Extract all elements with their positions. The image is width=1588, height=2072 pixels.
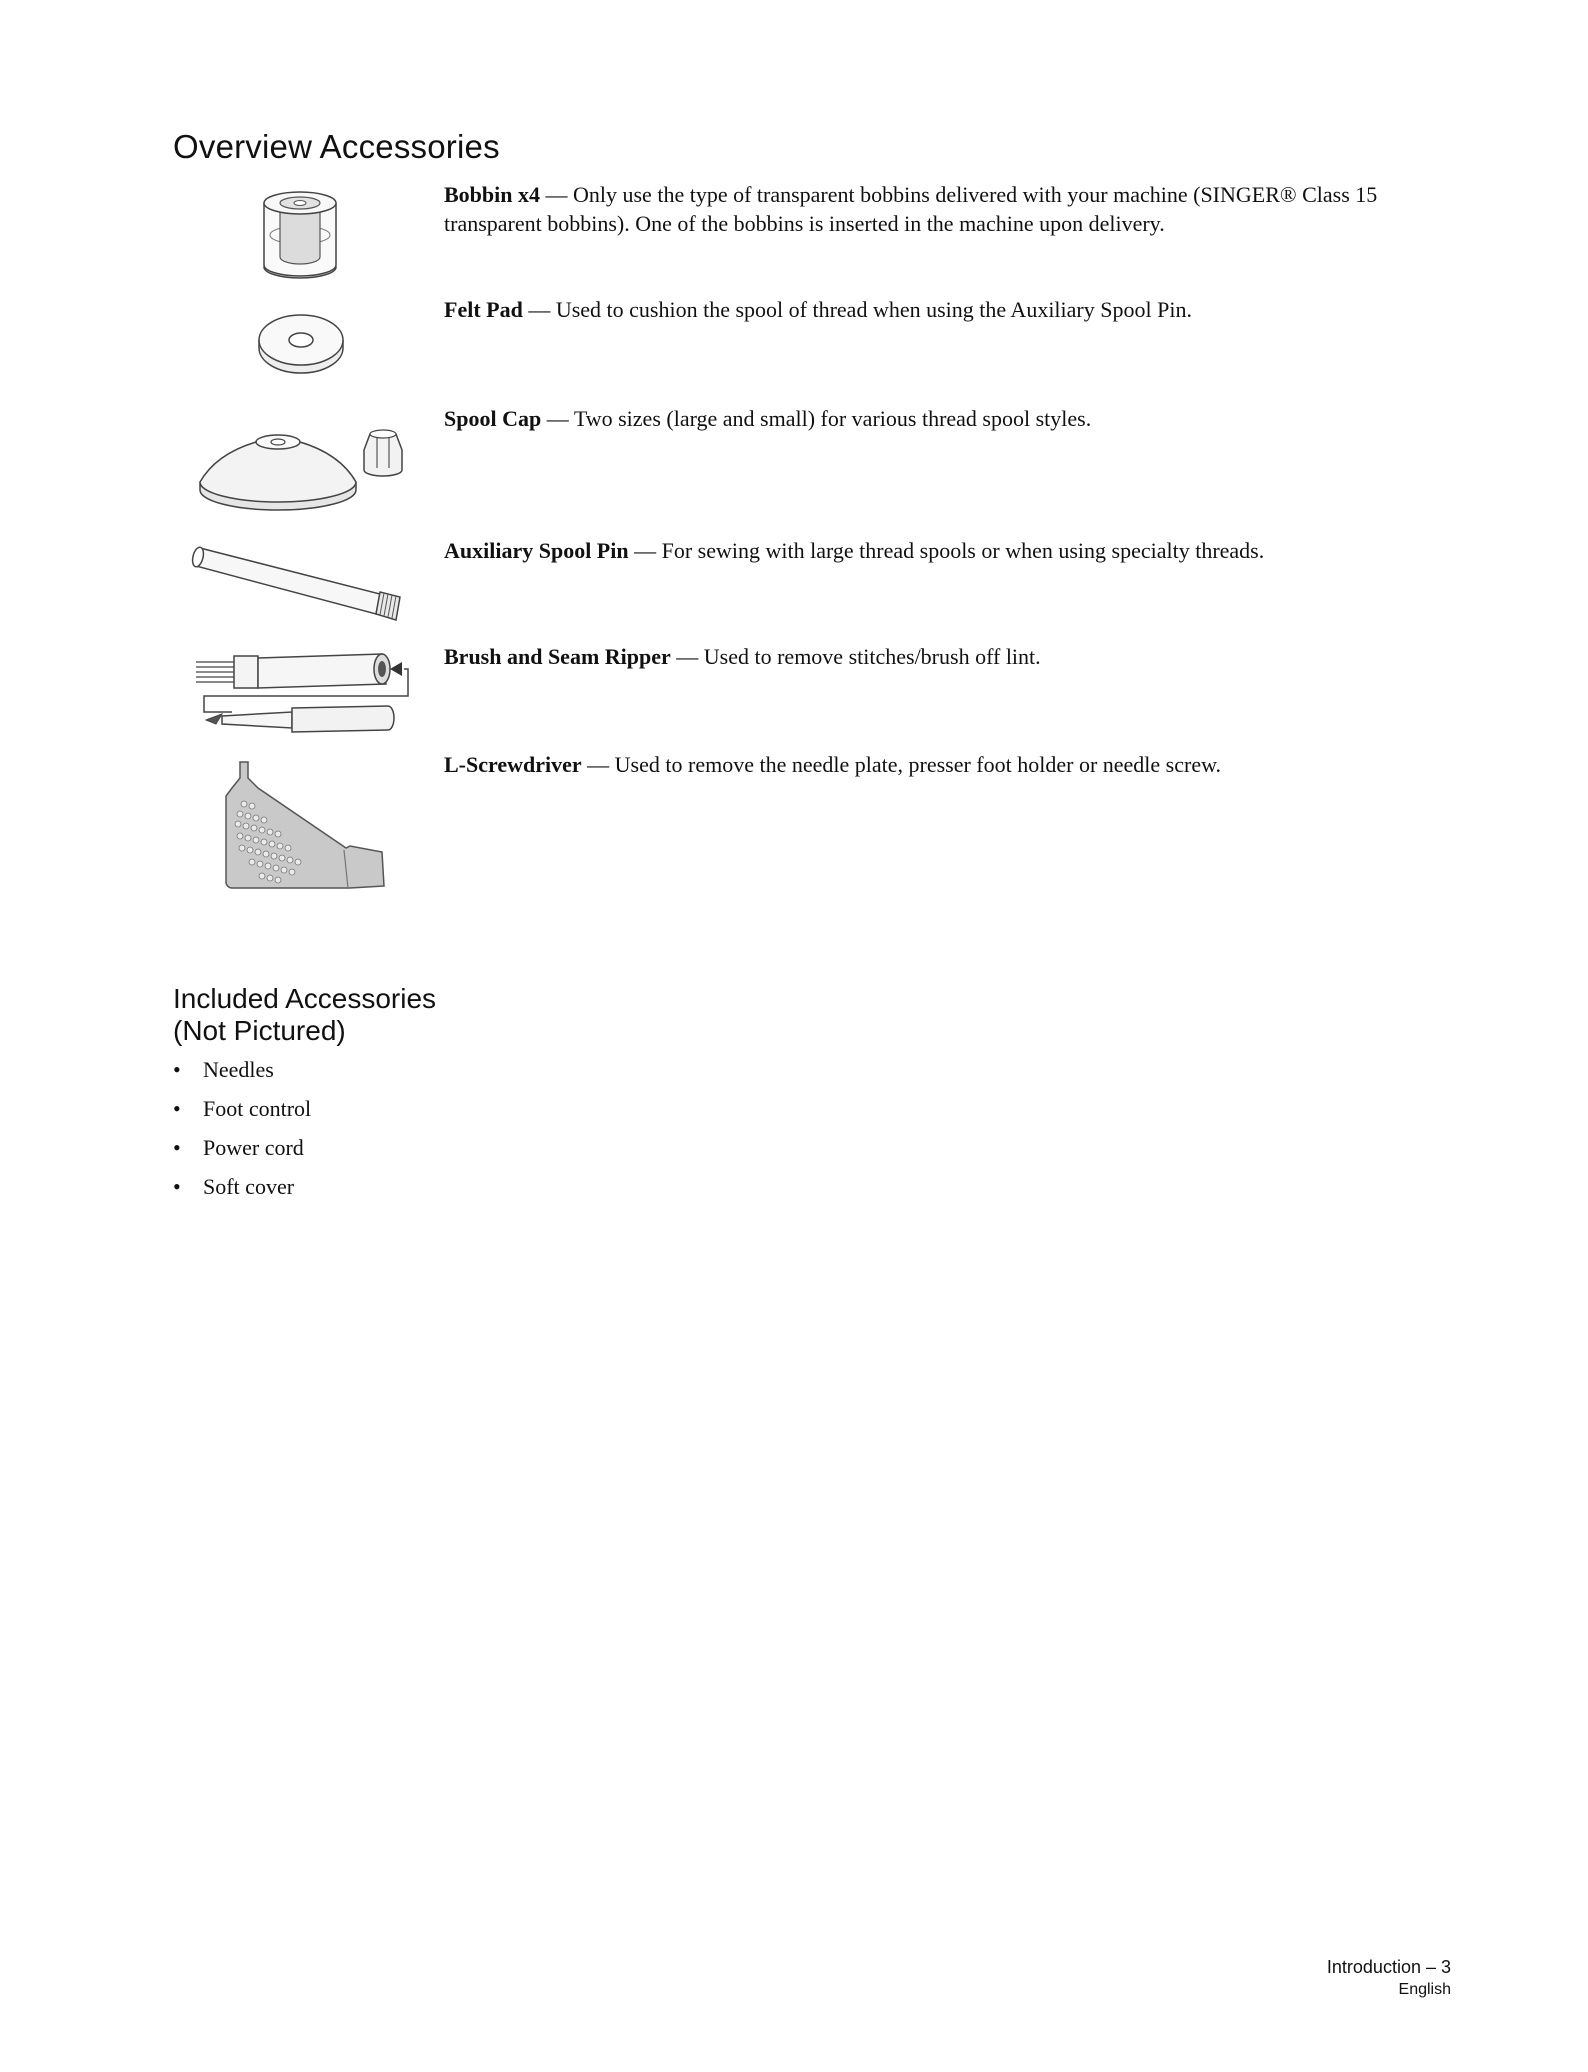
item-name: L-Screwdriver (444, 752, 582, 777)
felt-pad-icon (256, 310, 346, 376)
page-title: Overview Accessories (173, 128, 500, 165)
page-footer (1327, 1955, 1451, 2001)
list-item (173, 1089, 311, 1128)
list-item-label: Power cord (203, 1135, 304, 1160)
item-description: Used to cushion the spool of thread when using the Auxiliary Spool Pin. (555, 297, 1192, 322)
item-auxiliary-spool-pin (444, 536, 1444, 565)
item-separator: — (541, 406, 574, 431)
item-description: For sewing with large thread spools or when using specialty threads. (661, 538, 1265, 563)
item-name: Felt Pad (444, 297, 523, 322)
item-description: Used to remove stitches/brush off lint. (703, 644, 1041, 669)
footer-language: English (1398, 1981, 1451, 1998)
list-item (173, 1050, 311, 1089)
spool-pin-icon (190, 536, 415, 628)
bullet-icon: • (173, 1096, 181, 1121)
brush-seam-ripper-icon (192, 648, 414, 738)
bullet-icon: • (173, 1174, 181, 1199)
item-bobbin (444, 180, 1444, 238)
item-name: Brush and Seam Ripper (444, 644, 671, 669)
item-separator: — (522, 297, 556, 322)
item-description: Used to remove the needle plate, presser foot holder or needle screw. (614, 752, 1222, 777)
item-brush-seam-ripper (444, 642, 1444, 671)
item-separator: — (628, 538, 662, 563)
item-l-screwdriver (444, 750, 1444, 779)
heading-line-2: (Not Pictured) (173, 1015, 346, 1046)
bullet-icon: • (173, 1057, 181, 1082)
item-name: Auxiliary Spool Pin (444, 538, 629, 563)
item-name: Bobbin x4 (444, 182, 540, 207)
footer-section: Introduction – 3 (1326, 1957, 1451, 1977)
list-item-label: Foot control (203, 1096, 312, 1121)
list-item-label: Soft cover (203, 1174, 295, 1199)
list-item (173, 1167, 311, 1206)
list-item-label: Needles (203, 1057, 274, 1082)
bullet-icon: • (173, 1135, 181, 1160)
spool-cap-icon (196, 420, 418, 516)
item-separator: — (581, 752, 615, 777)
item-separator: — (540, 182, 573, 207)
item-name: Spool Cap (444, 406, 542, 431)
item-description: Two sizes (large and small) for various thread spool styles. (573, 406, 1092, 431)
list-item (173, 1128, 311, 1167)
l-screwdriver-icon (218, 758, 390, 892)
item-description: Only use the type of transparent bobbins delivered with your machine (SINGER® Class 15 transparent bobbins). One of the bobbins is inserted in the machine upon delivery. (444, 182, 1378, 236)
item-spool-cap (444, 404, 1444, 433)
included-accessories-heading (173, 983, 573, 1047)
item-separator: — (670, 644, 704, 669)
item-felt-pad (444, 295, 1444, 324)
bobbin-icon (258, 185, 342, 281)
heading-line-1: Included Accessories (173, 983, 437, 1014)
included-accessories-list (173, 1050, 311, 1206)
